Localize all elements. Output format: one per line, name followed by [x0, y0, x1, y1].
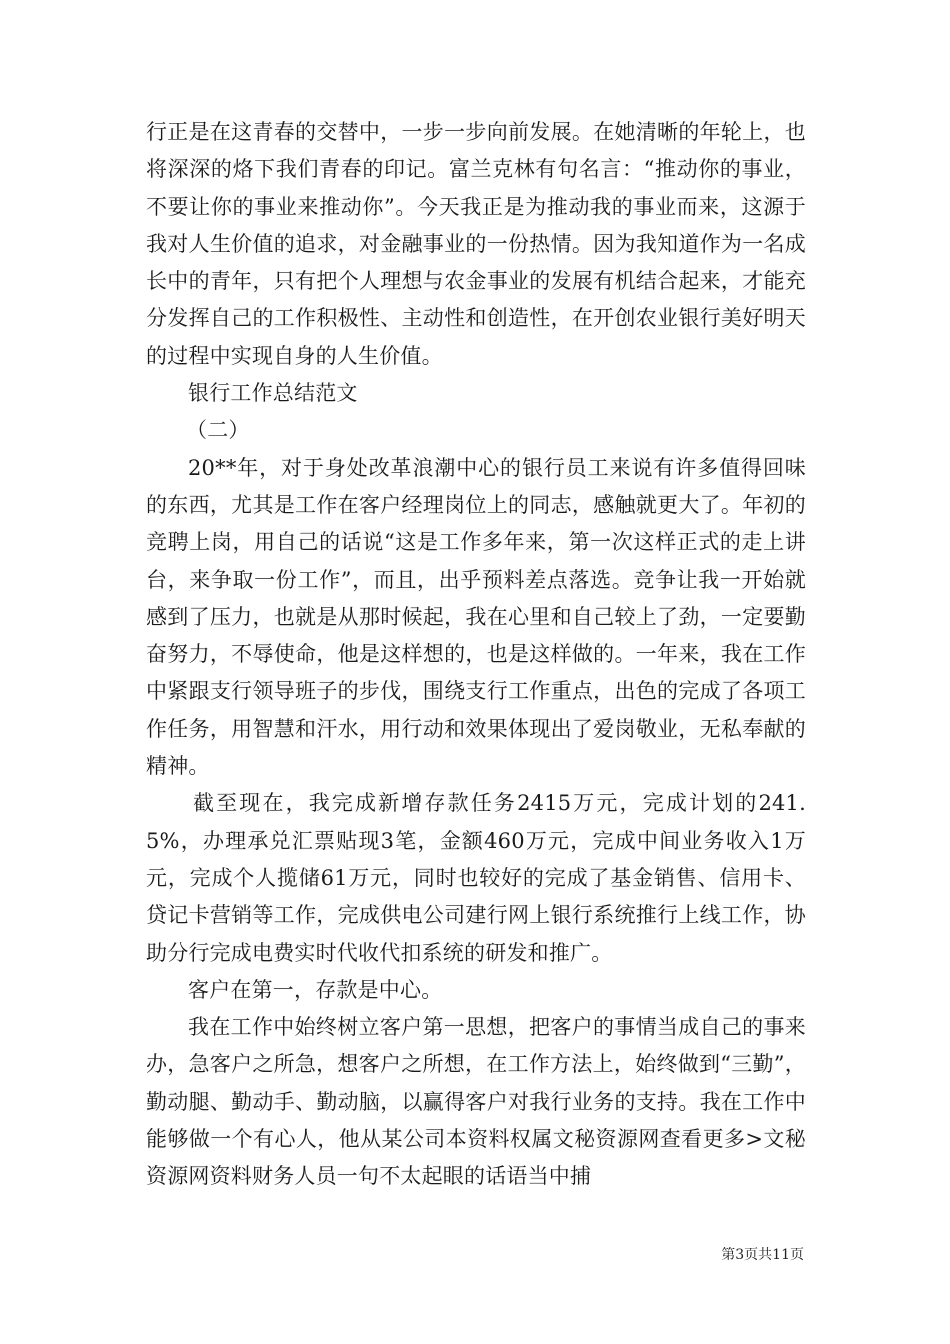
page-number: 第3页共11页 — [721, 1247, 804, 1263]
paragraph-continuation: 行正是在这青春的交替中，一步一步向前发展。在她清晰的年轮上，也将深深的烙下我们青春的印记。富兰克林有句名言：“推动你的事业，不要让你的事业来推动你”。今天我正是为推动我的事业而来，这源于我对人生价值的追求，对金融事业的一份热情。因为我知道作为一名成长中的青年，只有把个人理想与农金事业的发展有机结合起来，才能充分发挥自己的工作积极性、主动性和创造性，在开创农业银行美好明天的过程中实现自身的人生价值。 — [146, 120, 806, 368]
paragraph-customer-first: 我在工作中始终树立客户第一思想，把客户的事情当成自己的事来办，急客户之所急，想客户之所想，在工作方法上，始终做到“三勤”，勤动腿、勤动手、勤动脑，以赢得客户对我行业务的支持。我在工作中能够做一个有心人，他从某公司本资料权属文秘资源网查看更多>文秘资源网资料财务人员一句不太起眼的话语当中捕 — [146, 1015, 806, 1189]
paragraph-subheading: 客户在第一，存款是中心。 — [188, 977, 443, 1002]
page-footer — [0, 1244, 950, 1264]
document-body — [146, 114, 806, 1196]
paragraph-achievements: 截至现在，我完成新增存款任务2415万元，完成计划的241.5%，办理承兑汇票贴现3笔，金额460万元，完成中间业务收入1万元，完成个人揽储61万元，同时也较好的完成了基金销售、信用卡、贷记卡营销等工作，完成供电公司建行网上银行系统推行上线工作，协助分行完成电费实时代收代扣系统的研发和推广。 — [146, 791, 806, 965]
paragraph-intro: 20**年，对于身处改革浪潮中心的银行员工来说有许多值得回味的东西，尤其是工作在客户经理岗位上的同志，感触就更大了。年初的竞聘上岗，用自己的话说“这是工作多年来，第一次这样正式的走上讲台，来争取一份工作”，而且，出乎预料差点落选。竞争让我一开始就感到了压力，也就是从那时候起，我在心里和自己较上了劲，一定要勤奋努力，不辱使命，他是这样想的，也是这样做的。一年来，我在工作中紧跟支行领导班子的步伐，围绕支行工作重点，出色的完成了各项工作任务，用智慧和汗水，用行动和效果体现出了爱岗敬业，无私奉献的精神。 — [146, 455, 806, 779]
section-number: （二） — [186, 418, 250, 443]
section-title: 银行工作总结范文 — [188, 381, 358, 406]
